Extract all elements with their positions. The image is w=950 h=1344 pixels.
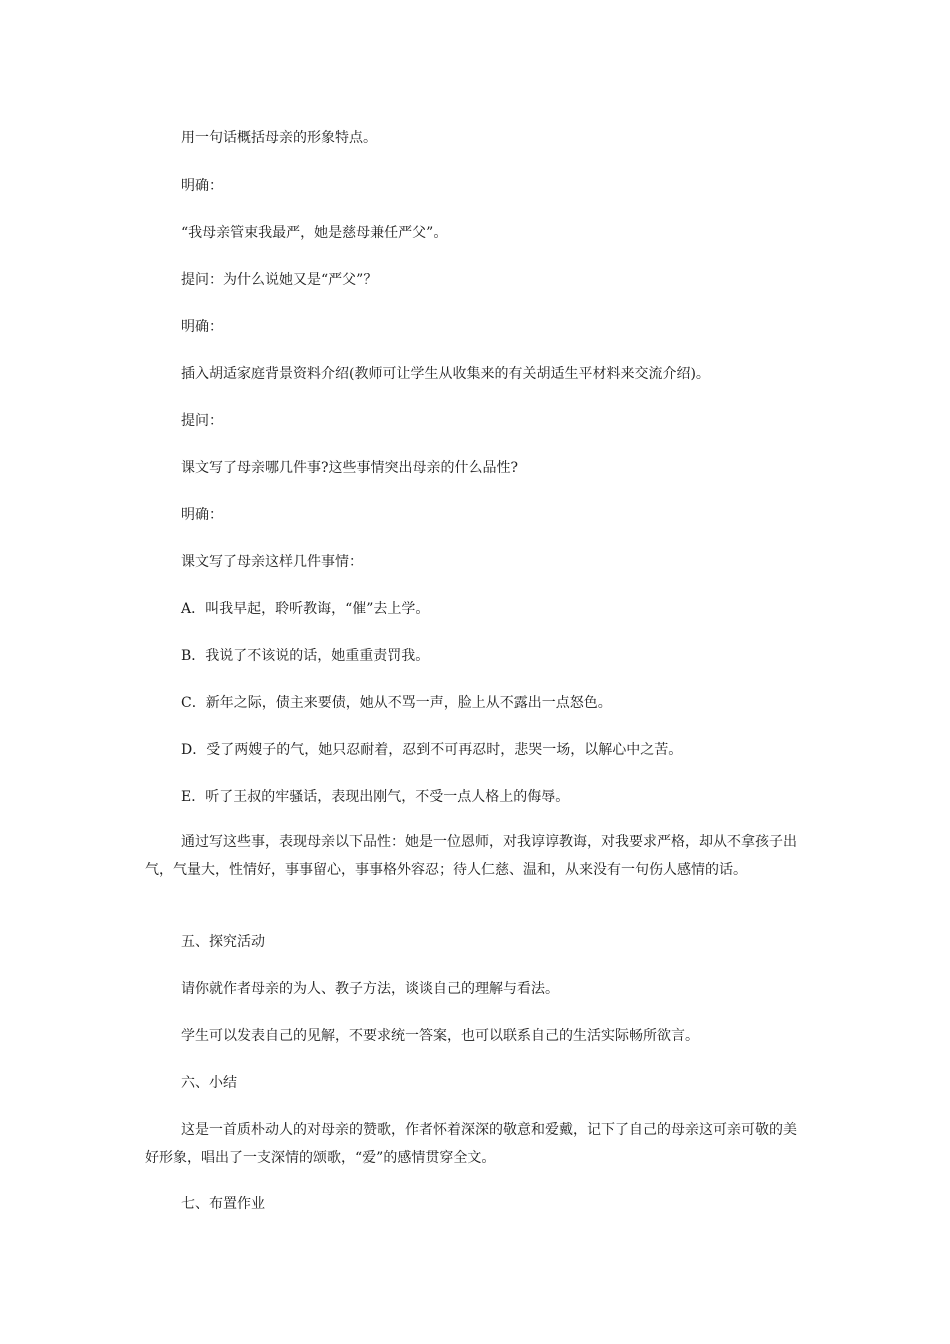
document-page <box>145 0 805 1344</box>
paragraph: 提问：为什么说她又是“严父”？ <box>181 272 378 288</box>
paragraph: 提问： <box>181 413 223 429</box>
section-heading: 七、布置作业 <box>181 1196 265 1212</box>
list-item: C．新年之际，债主来要债，她从不骂一声，脸上从不露出一点怒色。 <box>181 695 612 711</box>
paragraph: 通过写这些事，表现母亲以下品性：她是一位恩师，对我谆谆教诲，对我要求严格，却从不拿孩子出气，气量大，性情好，事事留心，事事格外容忍；待人仁慈、温和，从来没有一句伤人感情的话。 <box>145 834 797 878</box>
paragraph: 插入胡适家庭背景资料介绍(教师可让学生从收集来的有关胡适生平材料来交流介绍)。 <box>181 366 710 382</box>
paragraph: 明确： <box>181 319 223 335</box>
list-item: E．听了王叔的牢骚话，表现出刚气，不受一点人格上的侮辱。 <box>181 789 570 805</box>
paragraph: 明确： <box>181 178 223 194</box>
paragraph: 课文写了母亲哪几件事?这些事情突出母亲的什么品性? <box>181 460 519 476</box>
list-item: B．我说了不该说的话，她重重责罚我。 <box>181 648 430 664</box>
list-item: A．叫我早起，聆听教诲，“催”去上学。 <box>181 601 430 617</box>
paragraph: 明确： <box>181 507 223 523</box>
paragraph: 学生可以发表自己的见解，不要求统一答案，也可以联系自己的生活实际畅所欲言。 <box>181 1028 699 1044</box>
section-heading: 六、小结 <box>181 1075 237 1091</box>
paragraph: 课文写了母亲这样几件事情： <box>181 554 363 570</box>
paragraph: 用一句话概括母亲的形象特点。 <box>181 130 377 146</box>
paragraph: 请你就作者母亲的为人、教子方法，谈谈自己的理解与看法。 <box>181 981 559 997</box>
section-heading: 五、探究活动 <box>181 934 265 950</box>
paragraph: “我母亲管束我最严，她是慈母兼任严父”。 <box>181 225 448 241</box>
list-item: D．受了两嫂子的气，她只忍耐着，忍到不可再忍时，悲哭一场，以解心中之苦。 <box>181 742 683 758</box>
paragraph: 这是一首质朴动人的对母亲的赞歌，作者怀着深深的敬意和爱戴，记下了自己的母亲这可亲可敬的美好形象，唱出了一支深情的颂歌，“爱”的感情贯穿全文。 <box>145 1122 797 1166</box>
